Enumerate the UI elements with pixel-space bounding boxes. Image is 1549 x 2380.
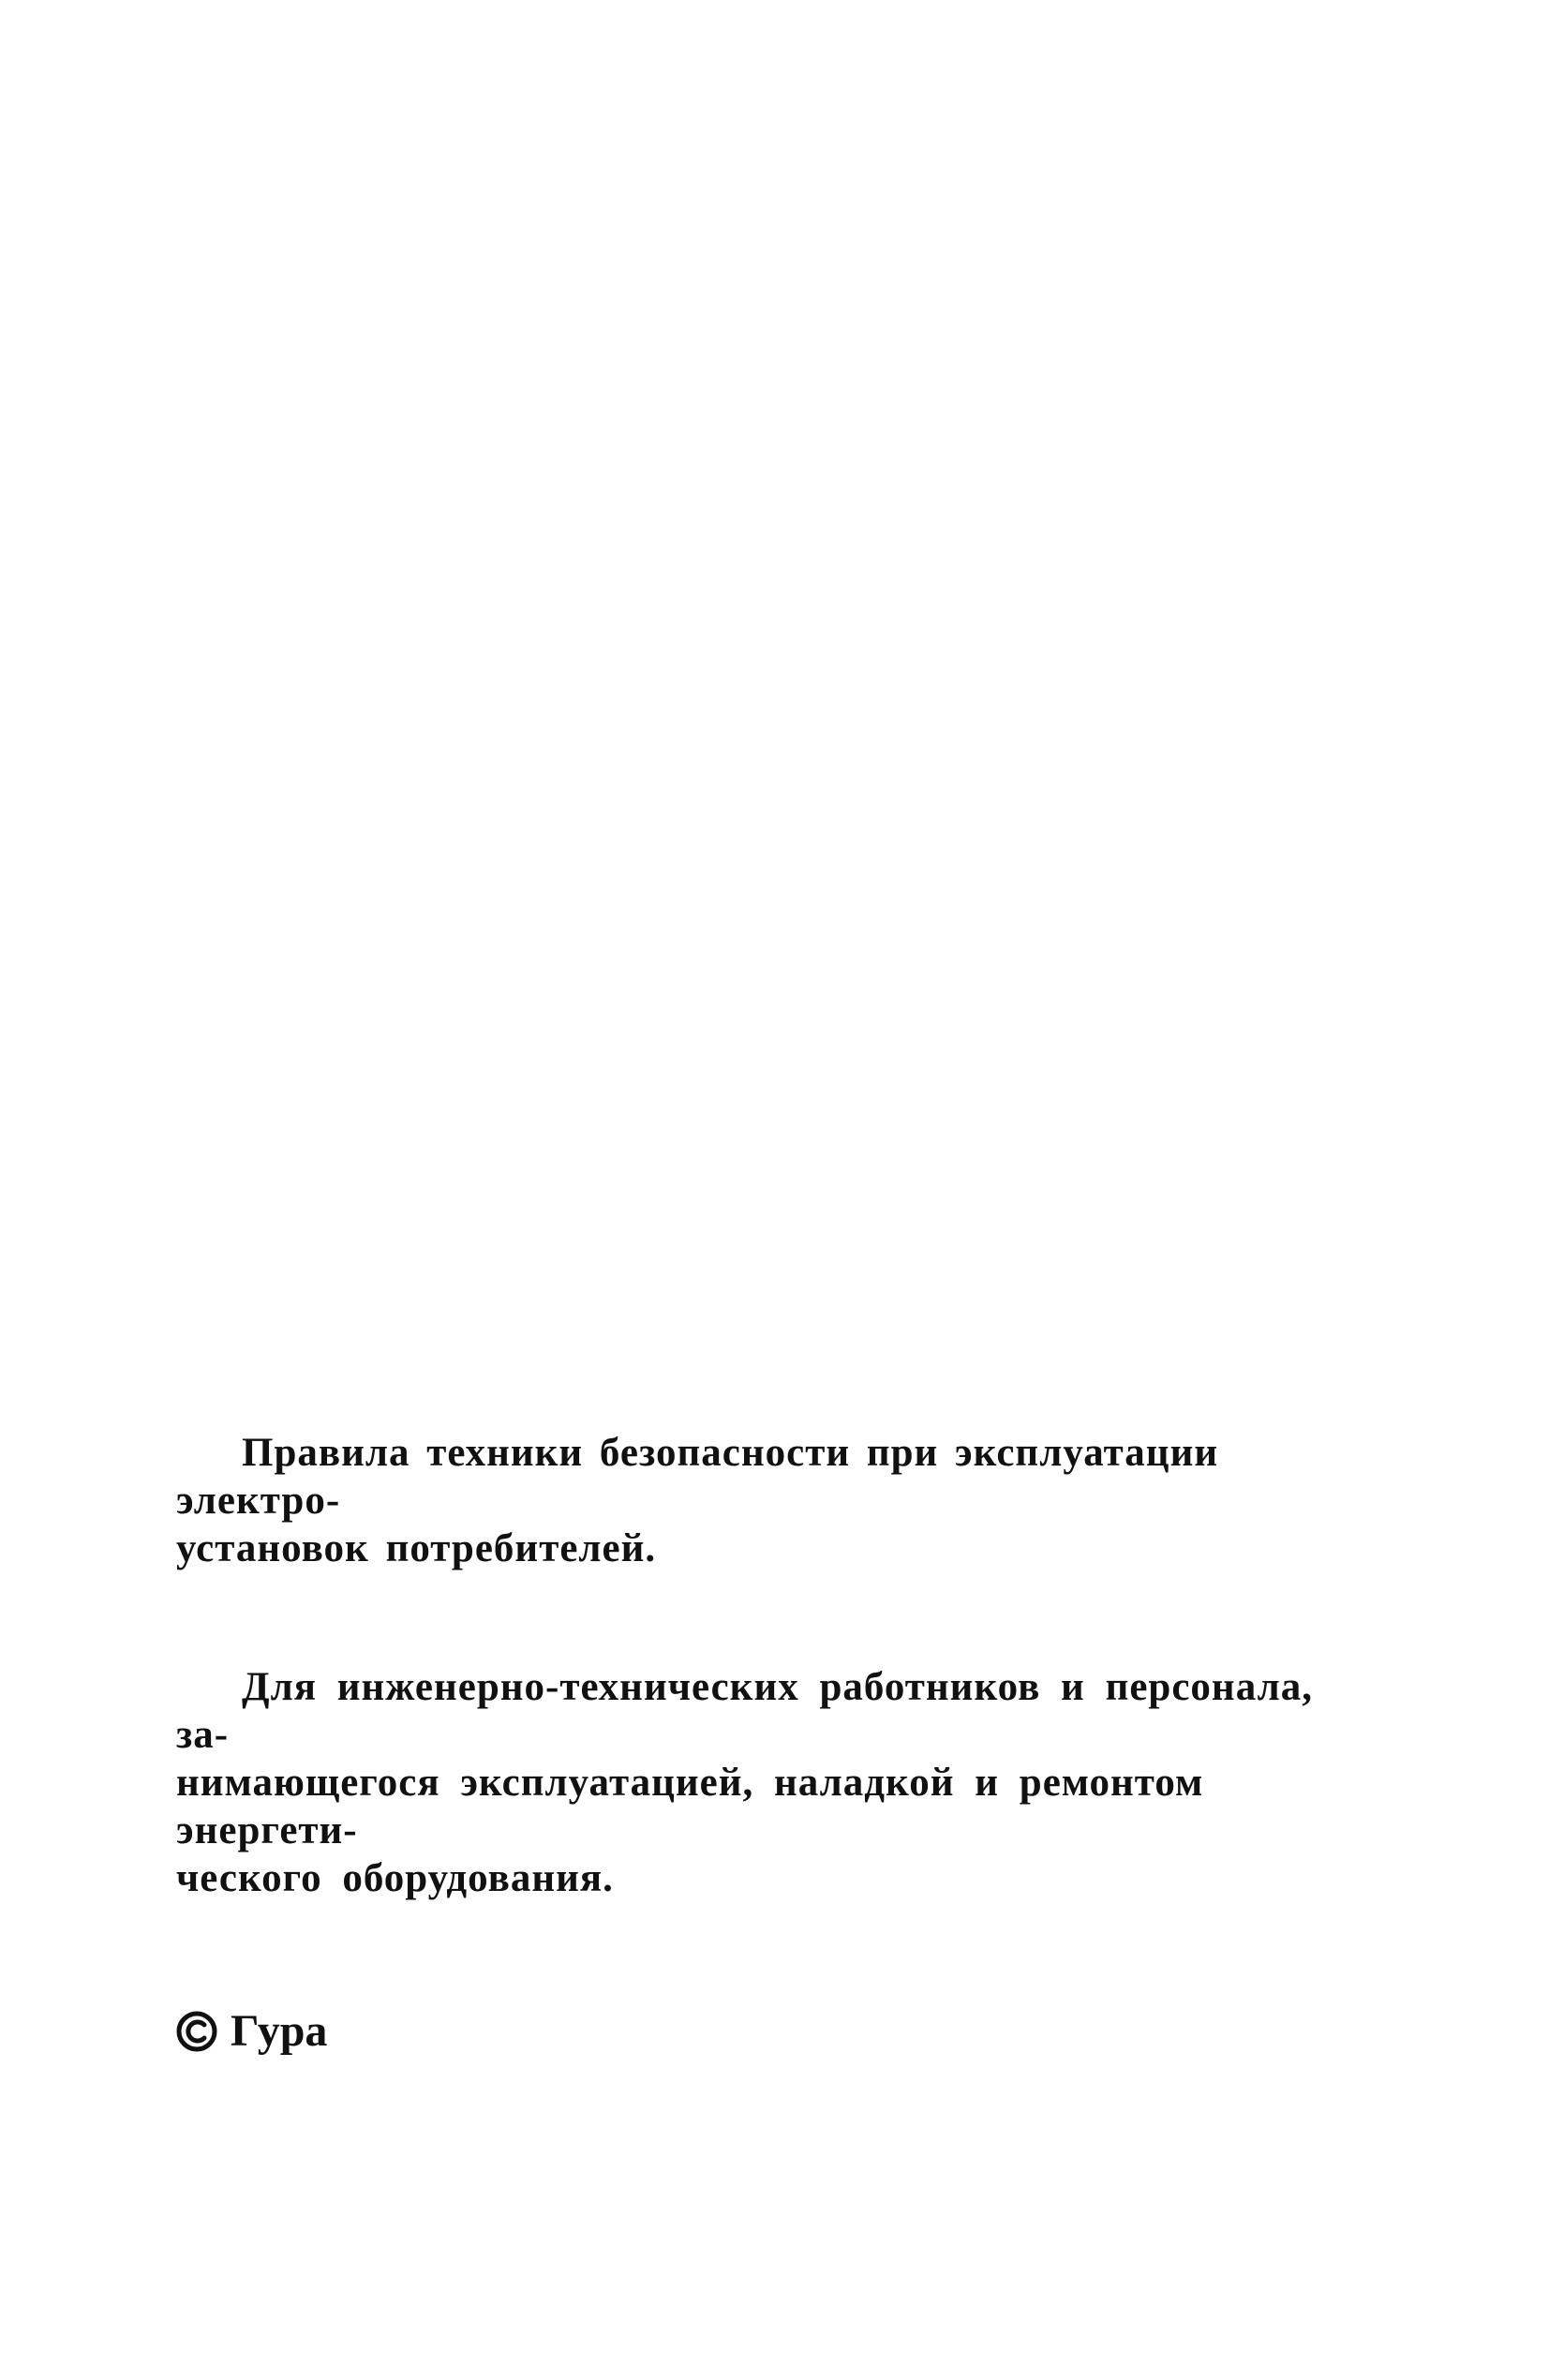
title-line-2: установок потребителей. bbox=[176, 1526, 657, 1570]
title-line-1: Правила техники безопасности при эксплуатации электро- bbox=[176, 1431, 1219, 1523]
audience-line-1: Для инженерно-технических работников и персонала, за- bbox=[176, 1665, 1313, 1757]
audience-line-3: ческого оборудования. bbox=[176, 1856, 614, 1900]
copyright-icon bbox=[176, 2011, 217, 2052]
copyright-holder: Гура bbox=[231, 2006, 328, 2056]
copyright-notice bbox=[176, 2005, 327, 2058]
audience-line-2: нимающегося эксплуатацией, наладкой и ремонтом энергети- bbox=[176, 1761, 1204, 1852]
title-paragraph bbox=[176, 1429, 1366, 1572]
audience-paragraph bbox=[176, 1663, 1366, 1902]
